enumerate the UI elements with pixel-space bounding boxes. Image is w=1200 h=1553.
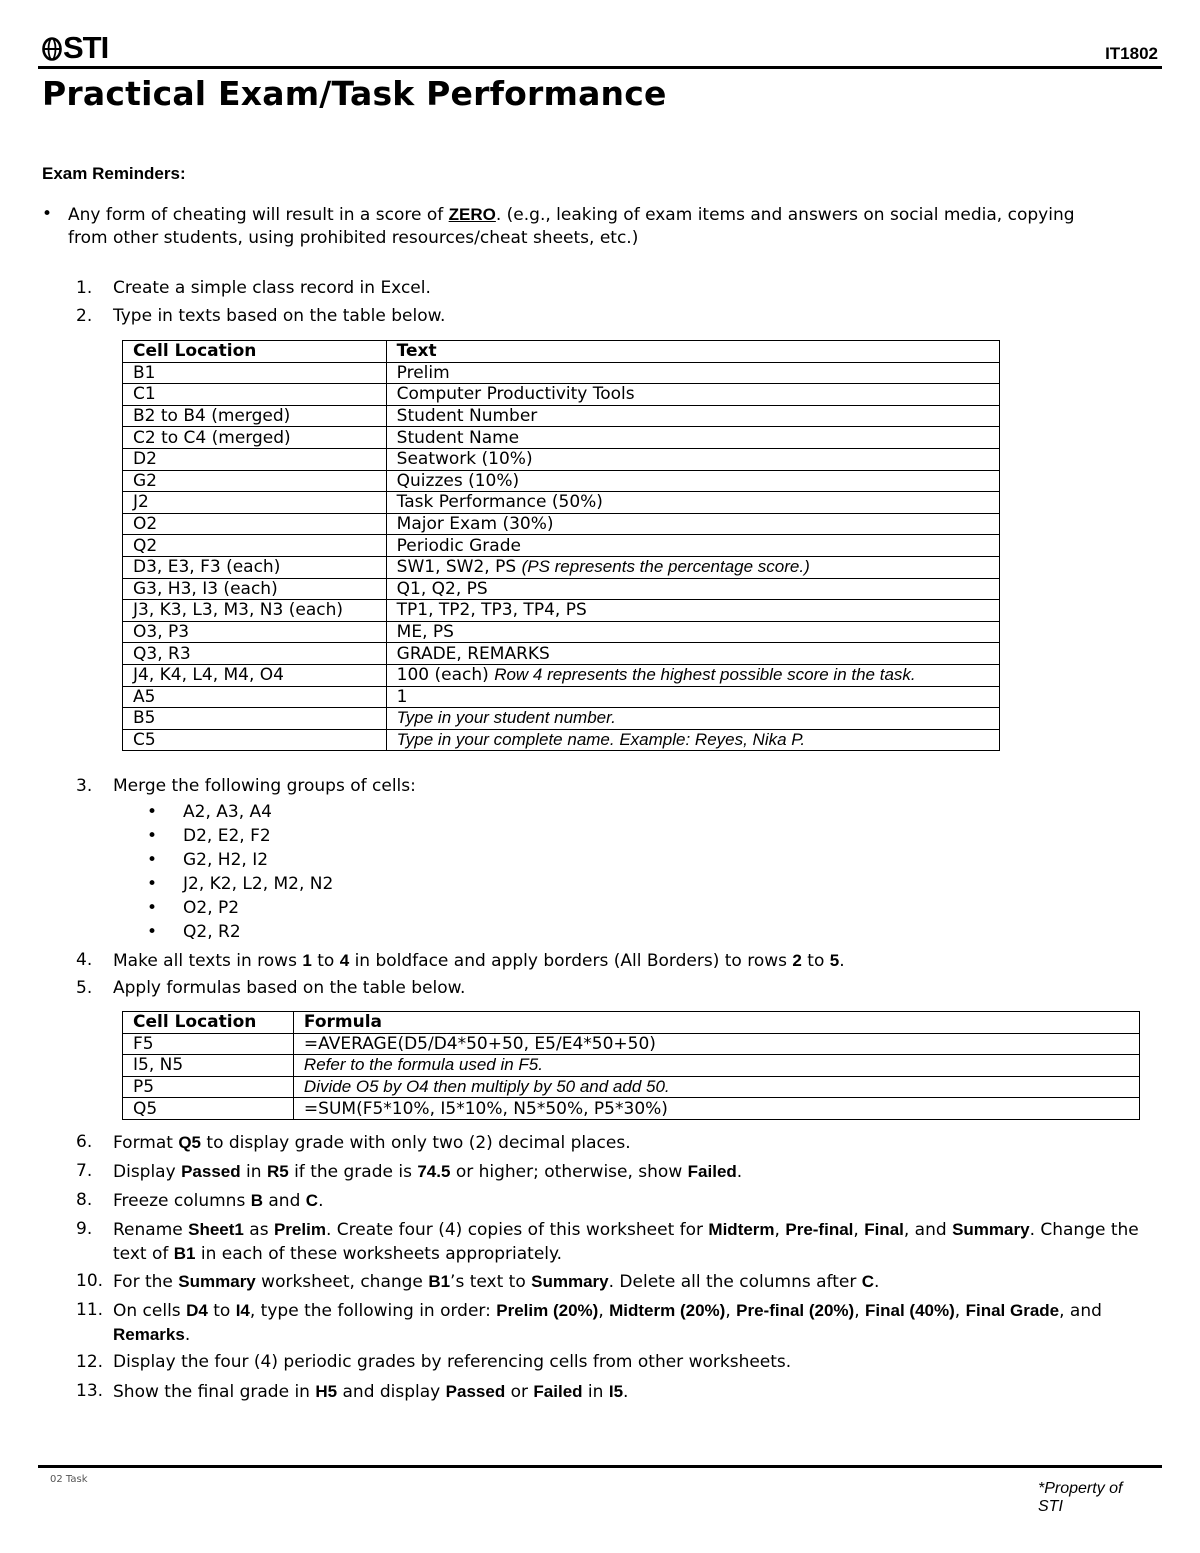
table-row [123, 621, 1000, 643]
column-header: Cell Location [123, 1012, 294, 1034]
cell-location: Q3, R3 [123, 643, 387, 665]
cell-value: Type in your complete name. Example: Reyes, Nika P. [386, 729, 999, 751]
table-row [123, 556, 1000, 578]
cell-location: B2 to B4 (merged) [123, 405, 387, 427]
cell-location: J2 [123, 492, 387, 514]
cell-value: Refer to the formula used in F5. [293, 1055, 1139, 1077]
table-row [123, 535, 1000, 557]
cell-location: J4, K4, L4, M4, O4 [123, 664, 387, 686]
step-1: 1. Create a simple class record in Excel. [76, 278, 431, 298]
cell-value: Prelim [386, 362, 999, 384]
cell-value: TP1, TP2, TP3, TP4, PS [386, 600, 999, 622]
step-6: 6. Format Q5 to display grade with only two (2) decimal places. [76, 1132, 631, 1153]
step-10: 10. For the Summary worksheet, change B1’s text to Summary. Delete all the columns after C. [76, 1271, 880, 1292]
cell-value: Student Number [386, 405, 999, 427]
merge-group-item: • Q2, R2 [147, 920, 333, 944]
cell-value: Quizzes (10%) [386, 470, 999, 492]
header-divider [38, 66, 1162, 69]
reminder-text-end: . (e.g., leaking of exam items and answers on social media, copying from other students, using prohibited resources/cheat sheets, etc.) [68, 205, 1075, 248]
table-row [123, 1033, 1140, 1055]
cell-location: A5 [123, 686, 387, 708]
cell-location: D2 [123, 448, 387, 470]
step-2: 2. Type in texts based on the table below. [76, 306, 446, 326]
table-row [123, 643, 1000, 665]
table-row [123, 513, 1000, 535]
cell-value: Student Name [386, 427, 999, 449]
cell-value: Q1, Q2, PS [386, 578, 999, 600]
cell-location: B5 [123, 708, 387, 730]
cell-value: Computer Productivity Tools [386, 384, 999, 406]
table-row [123, 448, 1000, 470]
footer-divider [38, 1465, 1162, 1468]
cell-location: Q2 [123, 535, 387, 557]
text-table-header [123, 341, 1000, 363]
sti-logo [42, 30, 108, 66]
merge-groups-list [147, 800, 333, 944]
cell-value: 100 (each) Row 4 represents the highest possible score in the task. [386, 664, 999, 686]
cell-location: B1 [123, 362, 387, 384]
table-row [123, 384, 1000, 406]
cell-location: D3, E3, F3 (each) [123, 556, 387, 578]
formula-table [122, 1011, 1140, 1120]
cell-location: P5 [123, 1076, 294, 1098]
cell-value: =AVERAGE(D5/D4*50+50, E5/E4*50+50) [293, 1033, 1139, 1055]
merge-group-item: • J2, K2, L2, M2, N2 [147, 872, 333, 896]
cell-location: G2 [123, 470, 387, 492]
cell-value: SW1, SW2, PS (PS represents the percentage score.) [386, 556, 999, 578]
cell-location: G3, H3, I3 (each) [123, 578, 387, 600]
table-row [123, 729, 1000, 751]
zero-emphasis: ZERO [448, 205, 496, 224]
cell-value: GRADE, REMARKS [386, 643, 999, 665]
step-11: 11. On cells D4 to I4, type the following in order: Prelim (20%), Midterm (20%), Pre-final (20%), Final (40%), Final Grade, and Remarks. [76, 1300, 1102, 1345]
table-row [123, 405, 1000, 427]
merge-group-item: • A2, A3, A4 [147, 800, 333, 824]
step-8: 8. Freeze columns B and C. [76, 1190, 324, 1211]
column-header: Formula [293, 1012, 1139, 1034]
table-row [123, 578, 1000, 600]
cell-value: Periodic Grade [386, 535, 999, 557]
cell-location: O3, P3 [123, 621, 387, 643]
cell-value: 1 [386, 686, 999, 708]
step-13: 13. Show the final grade in H5 and display Passed or Failed in I5. [76, 1381, 629, 1402]
step-7: 7. Display Passed in R5 if the grade is 74.5 or higher; otherwise, show Failed. [76, 1161, 743, 1182]
table-row [123, 1055, 1140, 1077]
cell-value: =SUM(F5*10%, I5*10%, N5*50%, P5*30%) [293, 1098, 1139, 1120]
text-table [122, 340, 1000, 751]
table-row [123, 1076, 1140, 1098]
cell-value: ME, PS [386, 621, 999, 643]
cell-location: F5 [123, 1033, 294, 1055]
property-notice: *Property of STI [1038, 1480, 1123, 1515]
table-row [123, 1098, 1140, 1120]
step-4: 4. Make all texts in rows 1 to 4 in boldface and apply borders (All Borders) to rows 2 to 5. [76, 950, 845, 971]
globe-icon [42, 37, 62, 61]
cell-value: Type in your student number. [386, 708, 999, 730]
cell-value: Task Performance (50%) [386, 492, 999, 514]
table-row [123, 664, 1000, 686]
cell-location: J3, K3, L3, M3, N3 (each) [123, 600, 387, 622]
column-header: Text [386, 341, 999, 363]
cell-location: O2 [123, 513, 387, 535]
step-3: 3. Merge the following groups of cells: [76, 776, 416, 796]
column-header: Cell Location [123, 341, 387, 363]
merge-group-item: • O2, P2 [147, 896, 333, 920]
merge-group-item: • G2, H2, I2 [147, 848, 333, 872]
reminders-heading: Exam Reminders: [42, 164, 186, 183]
merge-group-item: • D2, E2, F2 [147, 824, 333, 848]
step-12: 12. Display the four (4) periodic grades by referencing cells from other worksheets. [76, 1352, 792, 1372]
table-row [123, 708, 1000, 730]
cell-location: Q5 [123, 1098, 294, 1120]
cell-value: Seatwork (10%) [386, 448, 999, 470]
bullet-icon: • [42, 204, 53, 224]
cell-value: Divide O5 by O4 then multiply by 50 and add 50. [293, 1076, 1139, 1098]
cell-location: C2 to C4 (merged) [123, 427, 387, 449]
table-row [123, 362, 1000, 384]
table-row [123, 427, 1000, 449]
course-code: IT1802 [1105, 44, 1158, 63]
table-row [123, 686, 1000, 708]
reminder-text: Any form of cheating will result in a score of [68, 205, 449, 225]
step-5: 5. Apply formulas based on the table below. [76, 978, 466, 998]
step-9: 9. Rename Sheet1 as Prelim. Create four (4) copies of this worksheet for Midterm, Pre-final, Final, and Summary. Change the text of B1 in each of these worksheets appropriately. [76, 1219, 1139, 1264]
reminder-bullet [42, 203, 1102, 250]
footer-left-text: 02 Task [50, 1474, 88, 1485]
page-title: Practical Exam/Task Performance [42, 74, 667, 113]
table-row [123, 492, 1000, 514]
cell-value: Major Exam (30%) [386, 513, 999, 535]
table-row [123, 600, 1000, 622]
cell-location: C5 [123, 729, 387, 751]
table-row [123, 470, 1000, 492]
cell-location: I5, N5 [123, 1055, 294, 1077]
cell-location: C1 [123, 384, 387, 406]
formula-table-header [123, 1012, 1140, 1034]
logo-text: STI [63, 30, 109, 65]
